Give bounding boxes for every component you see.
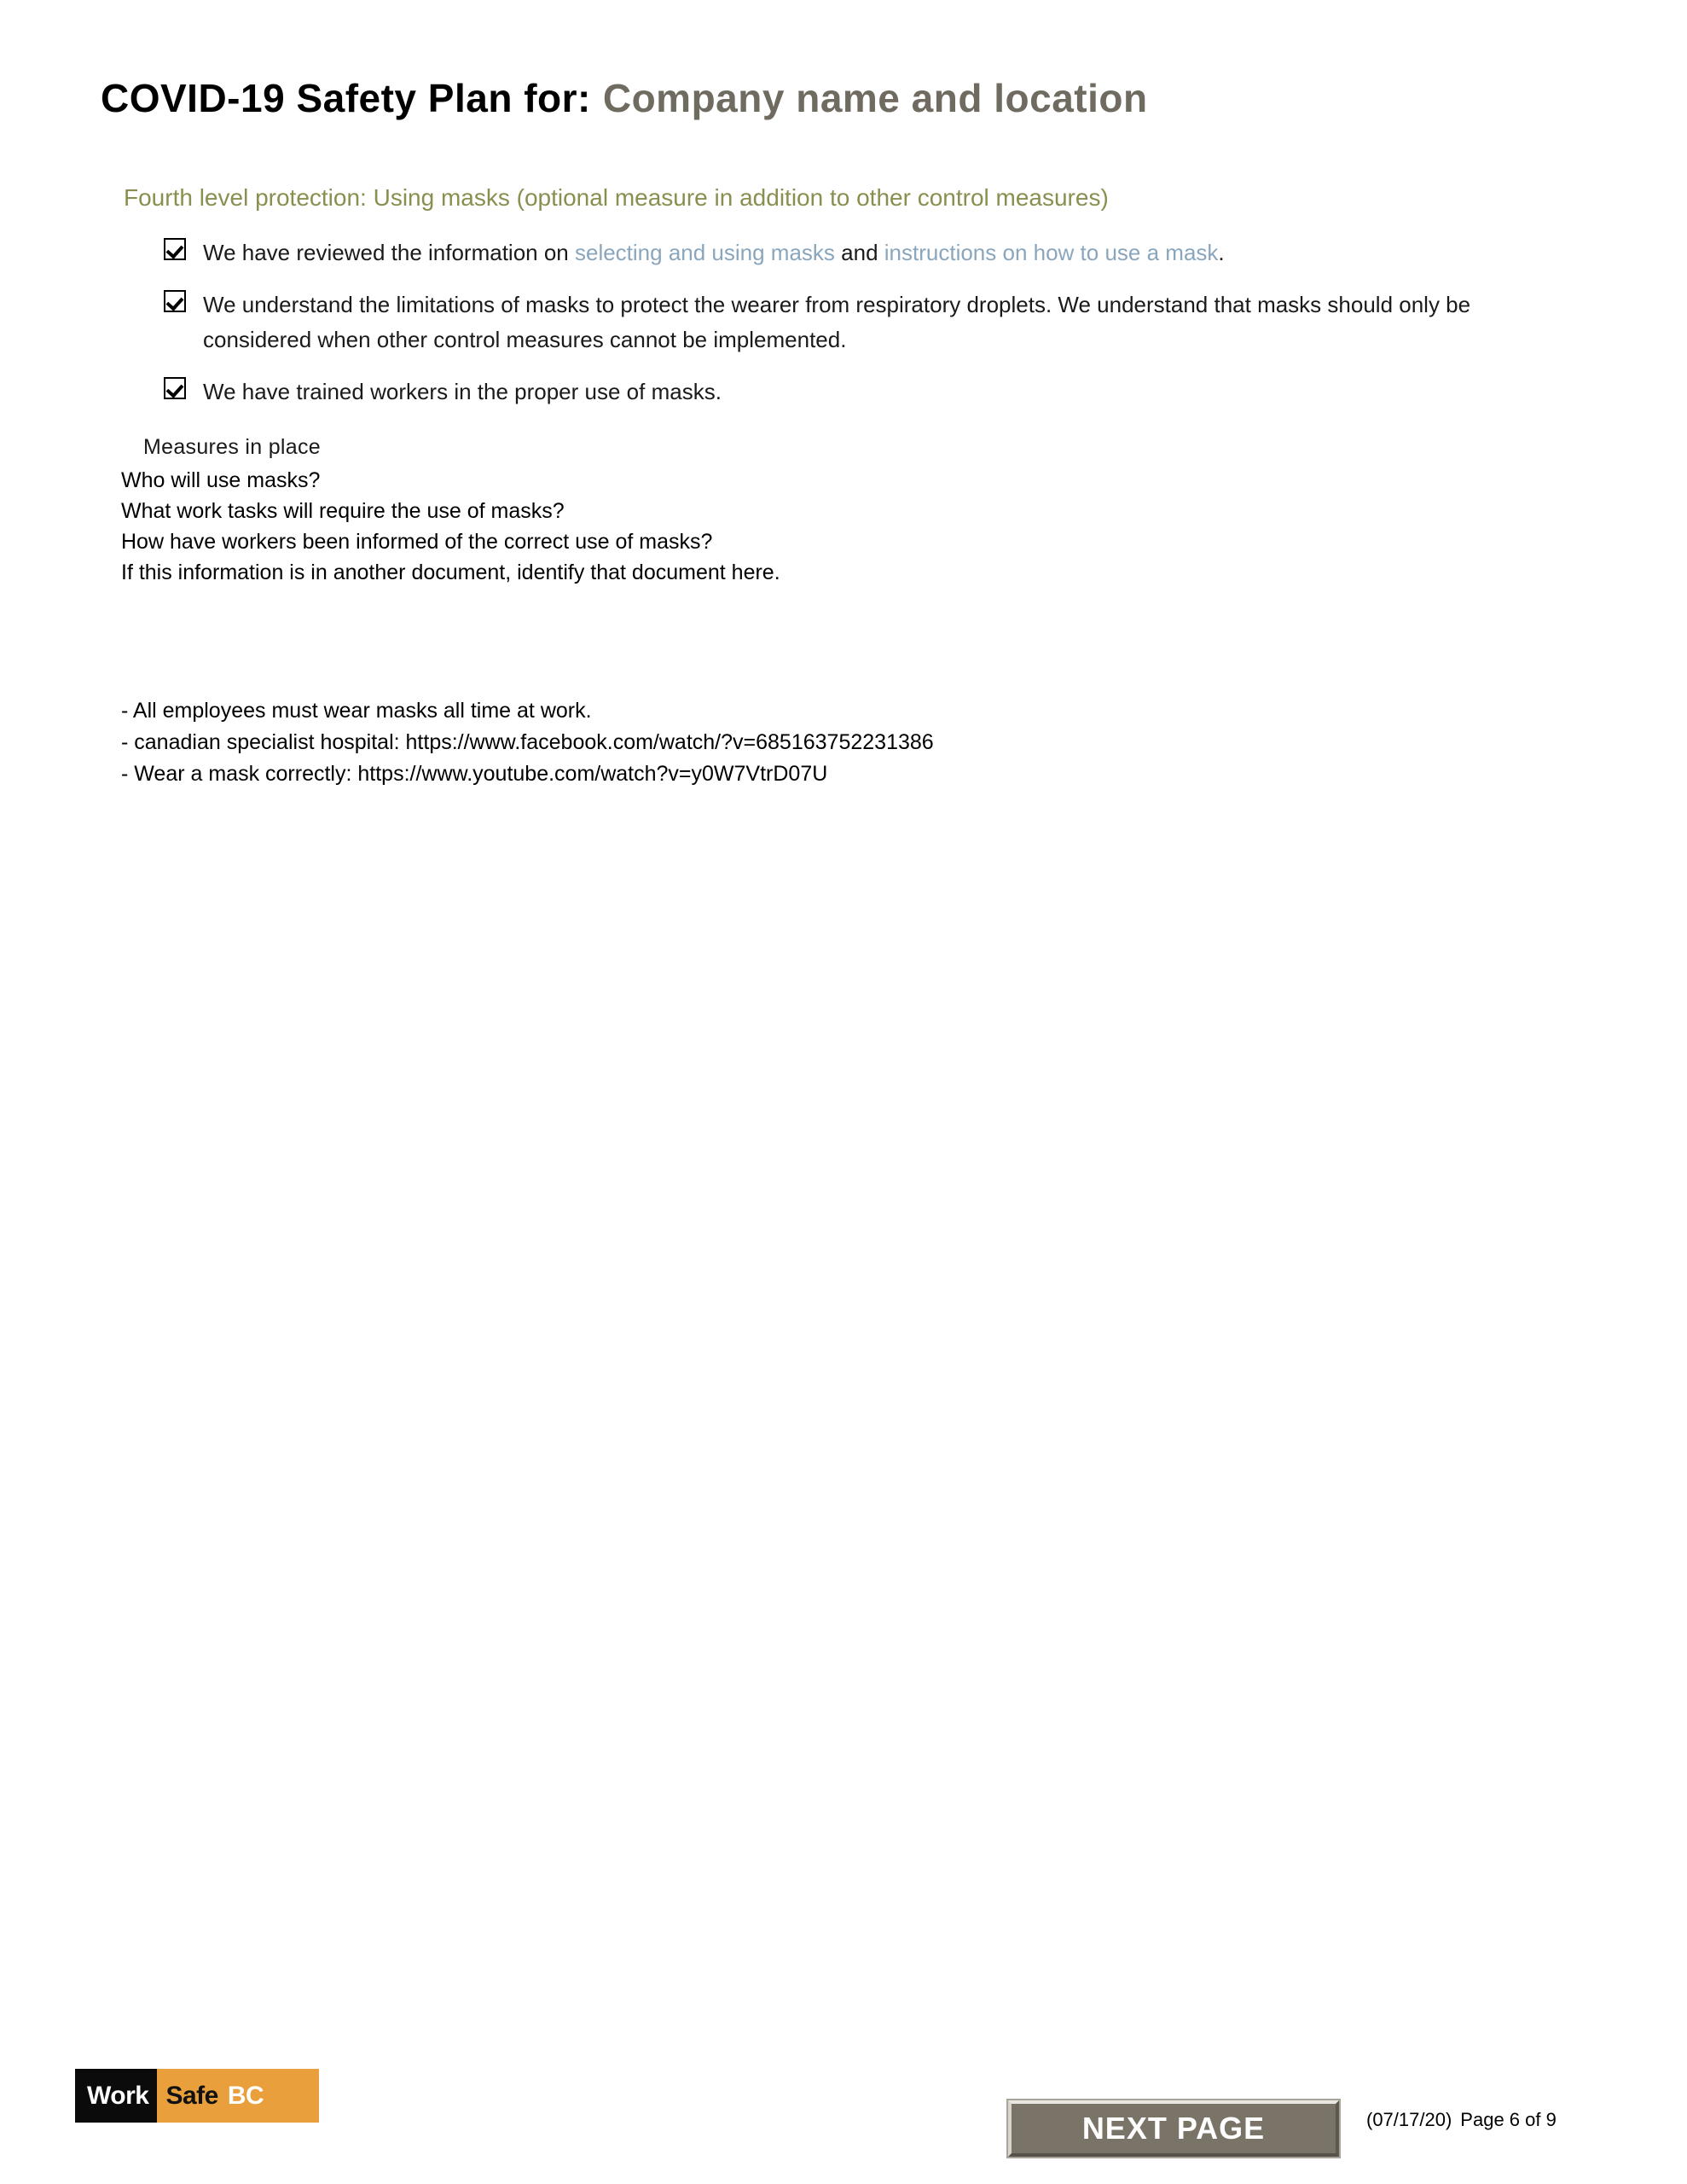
logo-right-block bbox=[157, 2069, 319, 2123]
checklist-text-segment: . bbox=[1218, 240, 1225, 265]
checklist-item-label: We understand the limitations of masks to protect the wearer from respiratory droplets. We understand that masks should only be considered when other control measures cannot be implemented. bbox=[203, 292, 1471, 352]
footer-date-stamp: (07/17/20) bbox=[1366, 2109, 1452, 2130]
logo-word-bc: BC bbox=[227, 2081, 264, 2110]
page-title-prefix: COVID-19 Safety Plan for: bbox=[101, 76, 591, 120]
checklist-item-label: We have trained workers in the proper use of masks. bbox=[203, 379, 722, 404]
checklist-item[interactable] bbox=[164, 288, 1597, 357]
measures-prompt-list bbox=[121, 465, 780, 588]
footer-page-info bbox=[1366, 2109, 1557, 2131]
checkbox-checked-icon[interactable] bbox=[164, 377, 186, 399]
measures-prompt: What work tasks will require the use of masks? bbox=[121, 499, 565, 523]
checklist-item-label bbox=[203, 235, 1225, 270]
logo-word-work: Work bbox=[87, 2081, 149, 2110]
measures-in-place-heading: Measures in place bbox=[143, 435, 321, 459]
section-heading: Fourth level protection: Using masks (optional measure in addition to other control measures) bbox=[124, 184, 1109, 211]
checklist-text-segment: We have reviewed the information on bbox=[203, 240, 575, 265]
measures-answer[interactable]: - canadian specialist hospital: https://www.facebook.com/watch/?v=685163752231386 bbox=[121, 730, 934, 754]
page-title bbox=[101, 75, 1148, 121]
measures-prompt: Who will use masks? bbox=[121, 468, 321, 492]
next-page-button[interactable] bbox=[1008, 2100, 1339, 2157]
page-title-company: Company name and location bbox=[602, 76, 1148, 120]
measures-answer[interactable]: - All employees must wear masks all time at work. bbox=[121, 699, 592, 723]
measures-prompt: How have workers been informed of the correct use of masks? bbox=[121, 530, 713, 554]
measures-answer[interactable]: - Wear a mask correctly: https://www.youtube.com/watch?v=y0W7VtrD07U bbox=[121, 762, 828, 786]
logo-word-safe: Safe bbox=[165, 2081, 218, 2110]
logo-left-block bbox=[75, 2069, 157, 2123]
link-instructions-how-to-use-mask[interactable]: instructions on how to use a mask bbox=[884, 240, 1219, 265]
worksafebc-logo bbox=[75, 2069, 319, 2123]
checklist-text-segment: and bbox=[834, 240, 884, 265]
measures-answer-list[interactable] bbox=[121, 695, 934, 790]
checklist-item[interactable] bbox=[164, 375, 1597, 410]
checklist bbox=[164, 235, 1597, 427]
checkbox-checked-icon[interactable] bbox=[164, 290, 186, 312]
checkbox-checked-icon[interactable] bbox=[164, 238, 186, 260]
next-page-button-label: NEXT PAGE bbox=[1081, 2111, 1266, 2146]
measures-prompt: If this information is in another document, identify that document here. bbox=[121, 561, 780, 584]
footer-page-number: Page 6 of 9 bbox=[1460, 2109, 1557, 2130]
checklist-item[interactable] bbox=[164, 235, 1597, 270]
link-selecting-and-using-masks[interactable]: selecting and using masks bbox=[574, 240, 835, 265]
